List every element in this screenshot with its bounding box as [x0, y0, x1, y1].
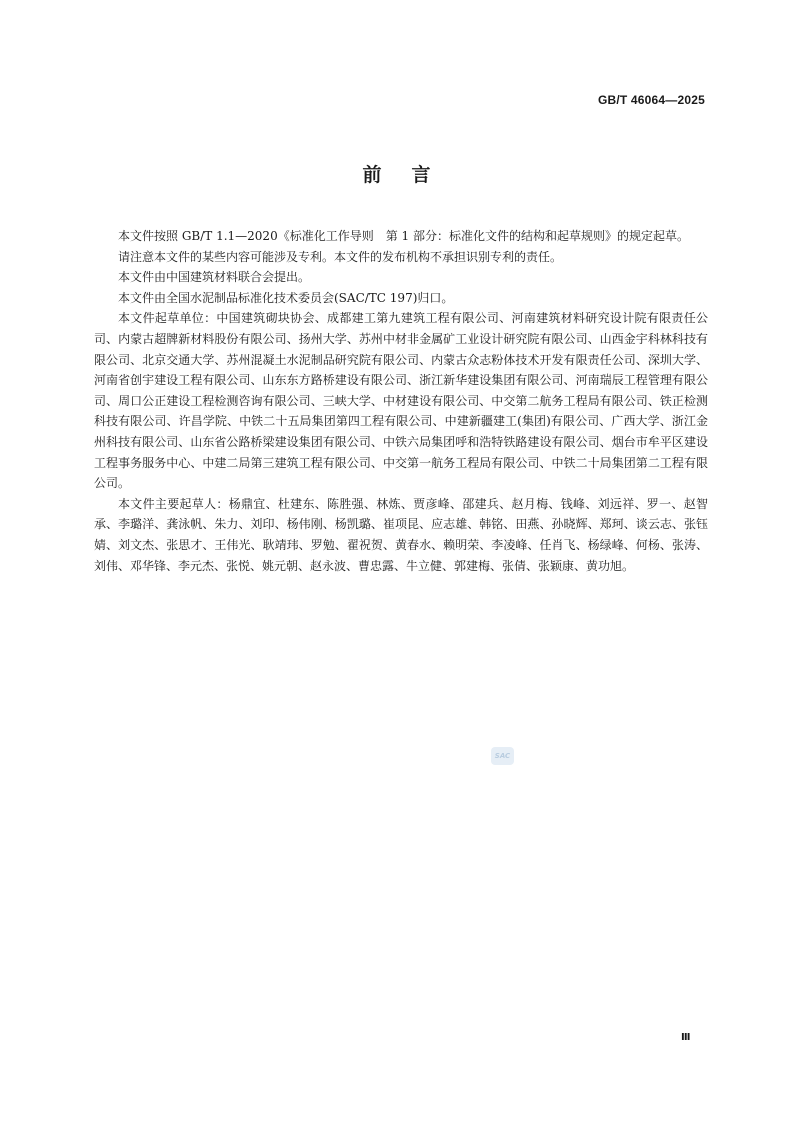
sac-watermark-label: SAC: [494, 752, 511, 760]
paragraph-proposer: 本文件由中国建筑材料联合会提出。: [118, 270, 311, 285]
paragraph-technical-committee: 本文件由全国水泥制品标准化技术委员会(SAC/TC 197)归口。: [118, 290, 454, 305]
sac-watermark-logo: [491, 747, 514, 765]
page-number: Ⅲ: [681, 1032, 691, 1043]
foreword-body: [94, 226, 708, 576]
paragraph-patent-notice: 请注意本文件的某些内容可能涉及专利。本文件的发布机构不承担识别专利的责任。: [118, 249, 563, 264]
standard-number: GB/T 46064—2025: [597, 93, 705, 107]
paragraph-drafting-units: 本文件起草单位：中国建筑砌块协会、成都建工第九建筑工程有限公司、河南建筑材料研究设计院有限责任公司、内蒙古超牌新材料股份有限公司、扬州大学、苏州中材非金属矿工业设计研究院有限公司、山西金宇科林科技有限公司、北京交通大学、苏州混凝土水泥制品研究院有限公司、内蒙古众志粉体技术开发有限责任公司、深圳大学、河南省创宇建设工程有限公司、山东东方路桥建设有限公司、浙江新华建设集团有限公司、河南瑞辰工程管理有限公司、周口公正建设工程检测咨询有限公司、三峡大学、中材建设有限公司、中交第二航务工程局有限公司、铁正检测科技有限公司、许昌学院、中铁二十五局集团第四工程有限公司、中建新疆建工(集团)有限公司、广西大学、浙江金州科技有限公司、山东省公路桥梁建设集团有限公司、中铁六局集团呼和浩特铁路建设有限公司、烟台市牟平区建设工程事务服务中心、中建二局第三建筑工程有限公司、中交第一航务工程局有限公司、中铁二十局集团第二工程有限公司。: [94, 311, 708, 491]
paragraph-drafting-rules: 本文件按照 GB/T 1.1—2020《标准化工作导则 第 1 部分：标准化文件的结构和起草规则》的规定起草。: [118, 229, 689, 243]
paragraph-drafters: 本文件主要起草人：杨鼎宜、杜建东、陈胜强、林炼、贾彦峰、邵建兵、赵月梅、钱峰、刘远祥、罗一、赵智承、李璐洋、龚泳帆、朱力、刘印、杨伟刚、杨凯璐、崔项昆、应志雄、韩铭、田燕、孙晓辉、郑珂、谈云志、张钰婧、刘文杰、张思才、王伟光、耿靖玮、罗勉、翟祝贺、黄春水、赖明荣、李凌峰、任肖飞、杨绿峰、何杨、张涛、刘伟、邓华锋、李元杰、张悦、姚元朝、赵永波、曹忠露、牛立健、郭建梅、张倩、张颖康、黄功旭。: [94, 496, 708, 573]
page-title: 前言: [362, 164, 461, 186]
